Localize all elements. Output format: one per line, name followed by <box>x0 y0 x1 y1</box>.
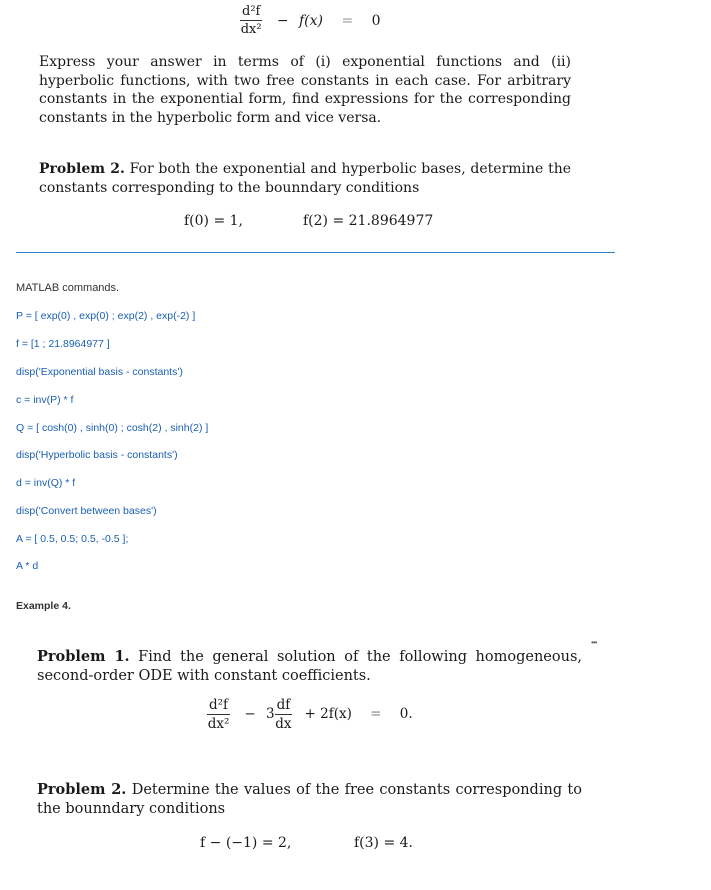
instruction-paragraph: Express your answer in terms of (i) exponential functions and (ii) hyperbolic functions, with two free constants in each case. For arbitrary constants in the exponential form, find expressions for the corresponding constants in the hyperbolic form and vice versa. <box>39 54 571 126</box>
matlab-line: A = [ 0.5, 0.5; 0.5, -0.5 ]; <box>16 533 129 545</box>
more-options-icon[interactable]: ••• <box>591 638 597 647</box>
boundary-condition-2: f(3) = 4. <box>354 835 414 851</box>
minus-sign: − <box>276 12 289 29</box>
problem-text: Determine the values of the free constants corresponding to the bounndary conditions <box>37 782 582 817</box>
second-derivative-fraction <box>240 4 262 37</box>
coefficient: 3 <box>265 706 275 722</box>
plus-term: + 2f(x) <box>304 706 352 722</box>
fraction-numerator: d²f <box>209 697 229 713</box>
equals-sign: = <box>341 12 354 29</box>
equals-sign: = <box>370 706 382 722</box>
boundary-condition-2: f(2) = 21.8964977 <box>303 213 434 229</box>
fraction-denominator: dx <box>275 716 292 732</box>
example-problem2 <box>37 781 582 818</box>
problem-text: Find the general solution of the following homogeneous, second-order ODE with constant coefficients. <box>37 649 582 684</box>
equation-term: f(x) <box>299 12 324 29</box>
matlab-line: Q = [ cosh(0) , sinh(0) ; cosh(2) , sinh(2) ] <box>16 422 209 434</box>
fraction-denominator: dx² <box>240 22 262 37</box>
problem-title: Problem 2. <box>37 781 127 798</box>
problem-title: Problem 2. <box>39 161 125 177</box>
fraction-denominator: dx² <box>207 716 230 732</box>
boundary-condition-1: f − (−1) = 2, <box>200 835 292 851</box>
equation-rhs: 0 <box>371 12 381 29</box>
second-derivative-fraction <box>207 697 230 732</box>
minus-sign: − <box>244 706 256 722</box>
top-equation <box>240 4 381 44</box>
example-heading: Example 4. <box>16 600 71 612</box>
matlab-line: c = inv(P) * f <box>16 394 74 406</box>
fraction-numerator: df <box>276 697 291 713</box>
ode-equation <box>207 697 413 732</box>
matlab-line: P = [ exp(0) , exp(0) ; exp(2) , exp(-2) ] <box>16 310 196 322</box>
example-problem1 <box>37 648 582 685</box>
matlab-line: disp('Convert between bases') <box>16 505 157 517</box>
matlab-heading: MATLAB commands. <box>16 282 120 294</box>
section-divider <box>16 252 615 253</box>
equation-rhs: 0. <box>399 706 413 722</box>
matlab-line: disp('Exponential basis - constants') <box>16 366 183 378</box>
matlab-line: d = inv(Q) * f <box>16 477 76 489</box>
matlab-line: disp('Hyperbolic basis - constants') <box>16 449 178 461</box>
problem2-top <box>39 160 571 197</box>
matlab-line: f = [1 ; 21.8964977 ] <box>16 338 110 350</box>
matlab-line: A * d <box>16 560 39 572</box>
fraction-numerator: d²f <box>242 4 261 19</box>
problem-text: For both the exponential and hyperbolic bases, determine the constants corresponding to the bounndary conditions <box>39 161 572 196</box>
problem-title: Problem 1. <box>37 648 130 665</box>
boundary-condition-1: f(0) = 1, <box>184 213 244 229</box>
first-derivative-fraction <box>275 697 293 732</box>
